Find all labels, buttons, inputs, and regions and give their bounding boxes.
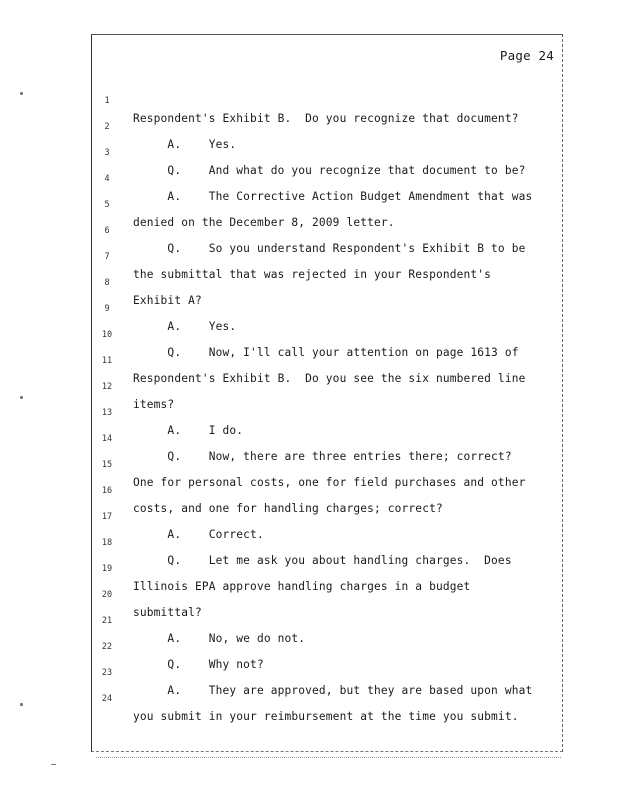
page-number: Page 24: [499, 48, 554, 63]
line-text: Q. And what do you recognize that document to be?: [133, 164, 526, 177]
line-text: A. The Corrective Action Budget Amendment that was: [133, 190, 533, 203]
line-number: 7: [104, 252, 110, 262]
line-text: A. They are approved, but they are based upon what: [133, 684, 533, 697]
line-text: Q. Now, I'll call your attention on page 1613 of: [133, 346, 519, 359]
line-text: Respondent's Exhibit B. Do you recognize that document?: [133, 112, 519, 125]
line-text: Exhibit A?: [133, 294, 202, 307]
line-text: denied on the December 8, 2009 letter.: [133, 216, 395, 229]
line-text: Q. Now, there are three entries there; correct?: [133, 450, 512, 463]
line-text: items?: [133, 398, 175, 411]
bottom-scan-line: [96, 757, 561, 759]
line-text: A. Correct.: [133, 528, 264, 541]
line-text: Illinois EPA approve handling charges in a budget: [133, 580, 471, 593]
line-text: Respondent's Exhibit B. Do you see the six numbered line: [133, 372, 526, 385]
line-number: 18: [101, 538, 113, 548]
line-number: 16: [101, 486, 113, 496]
line-text: A. No, we do not.: [133, 632, 306, 645]
line-text: costs, and one for handling charges; correct?: [133, 502, 443, 515]
line-text: Q. So you understand Respondent's Exhibit B to be: [133, 242, 526, 255]
line-number: 10: [101, 330, 113, 340]
line-number: 13: [101, 408, 113, 418]
scan-mark: [51, 764, 56, 765]
line-text: Q. Why not?: [133, 658, 264, 671]
line-text: One for personal costs, one for field purchases and other: [133, 476, 526, 489]
line-text: A. Yes.: [133, 138, 237, 151]
line-number: 22: [101, 642, 113, 652]
scan-mark: [20, 92, 23, 95]
line-number: 6: [104, 226, 110, 236]
line-text: you submit in your reimbursement at the time you submit.: [133, 710, 519, 723]
line-number: 3: [104, 148, 110, 158]
transcript-page: [91, 34, 563, 752]
line-number: 12: [101, 382, 113, 392]
transcript-line: [92, 74, 564, 125]
line-number: 15: [101, 460, 113, 470]
line-text: A. Yes.: [133, 320, 237, 333]
line-number: 20: [101, 590, 113, 600]
line-number: 21: [101, 616, 113, 626]
line-number: 23: [101, 668, 113, 678]
line-number: 5: [104, 200, 110, 210]
line-number: 17: [101, 512, 113, 522]
line-text: Q. Let me ask you about handling charges. Does: [133, 554, 512, 567]
line-number: 2: [104, 122, 110, 132]
line-number: 9: [104, 304, 110, 314]
line-text: submittal?: [133, 606, 202, 619]
scan-mark: [20, 396, 23, 399]
line-text: the submittal that was rejected in your Respondent's: [133, 268, 492, 281]
line-number: 14: [101, 434, 113, 444]
line-number: 1: [104, 96, 110, 106]
line-number: 11: [101, 356, 113, 366]
line-text: A. I do.: [133, 424, 244, 437]
line-number: 4: [104, 174, 110, 184]
line-number: 19: [101, 564, 113, 574]
scan-mark: [20, 703, 23, 706]
line-number: 8: [104, 278, 110, 288]
line-number: 24: [101, 694, 113, 704]
